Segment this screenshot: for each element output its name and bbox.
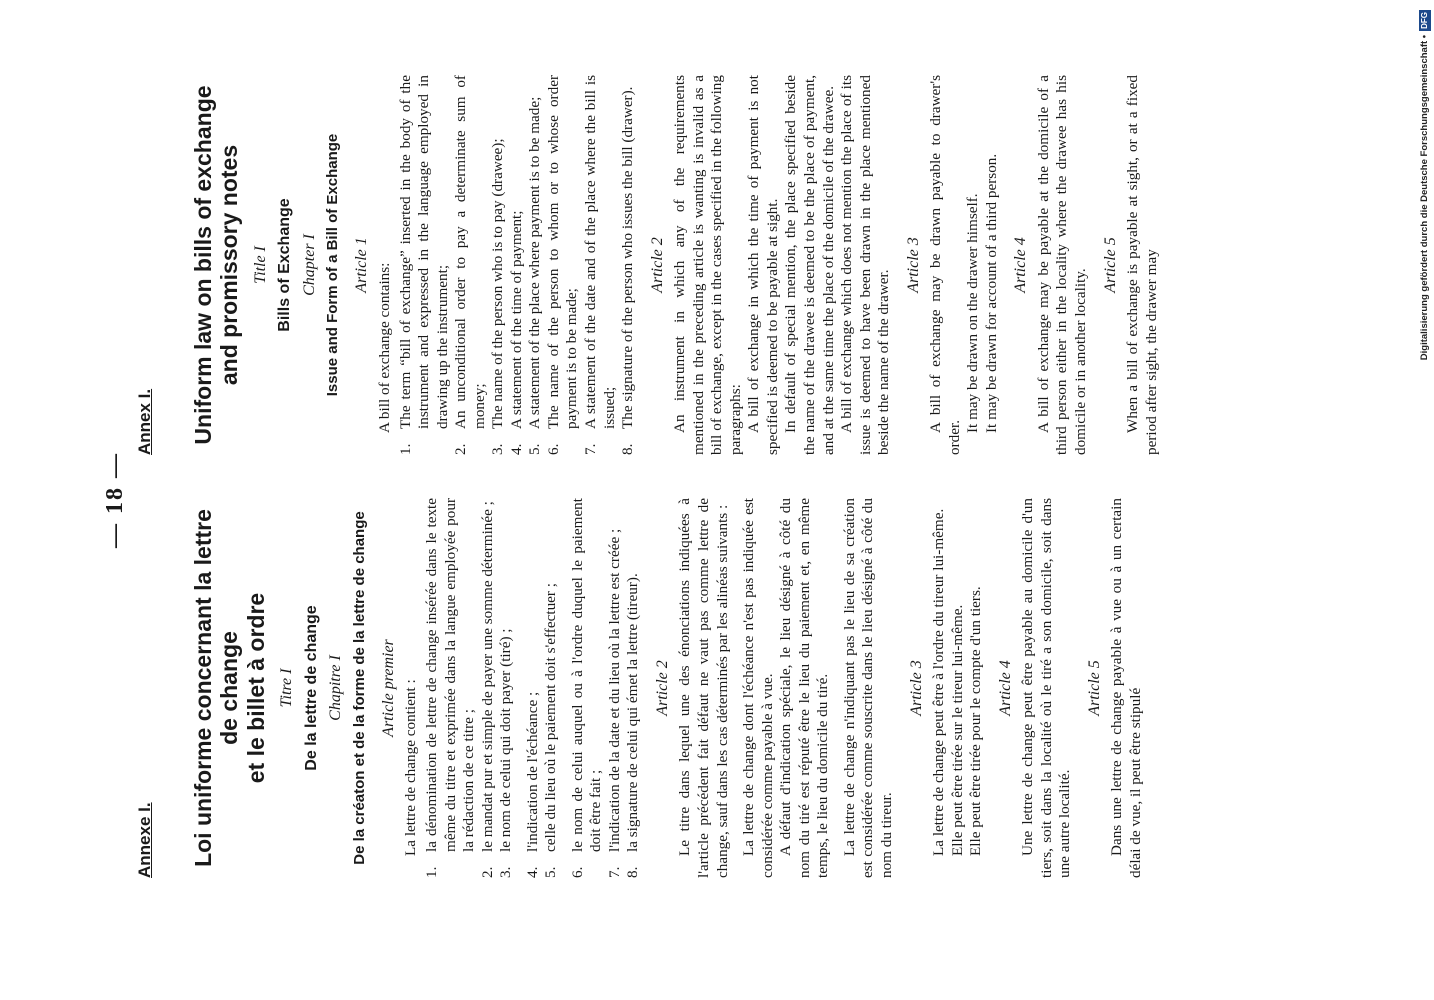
- title-line: et le billet à ordre: [242, 592, 269, 784]
- chapter-label: Chapitre I: [327, 655, 345, 721]
- article-heading: Article 2: [653, 660, 671, 716]
- list-item: 2. An unconditional order to pay a determinate sum of money;: [452, 75, 488, 455]
- page-number: — 18 —: [102, 452, 128, 548]
- paragraph: An instrument in which any of the requirements mentioned in the preceding article is wanting is invalid as a bill of exchange, except in the cases specified in the following paragraphs:: [671, 75, 744, 455]
- title-label: Title I: [251, 246, 269, 284]
- paragraph: Elle peut être tirée pour le compte d'un tiers.: [967, 586, 985, 856]
- paragraph: In default of special mention, the place specified beside the name of the drawee is deemed to be the place of payment, and at the same time the place of the domicile of the drawee.: [782, 75, 837, 455]
- digitization-credit: [1418, 10, 1432, 390]
- title-label: Titre I: [278, 668, 296, 708]
- article-heading: Article 4: [1012, 237, 1030, 293]
- list-item: 6. le nom de celui auquel ou à l'ordre duquel le paiement doit être fait ;: [568, 498, 605, 878]
- paragraph: A bill of exchange which does not mention the place of its issue is deemed to have been drawn in the place mentioned beside the name of the drawer.: [838, 75, 893, 455]
- article-heading: Article 5: [1085, 660, 1103, 716]
- paragraph: A bill of exchange may be drawn payable to drawer's order.: [927, 75, 963, 455]
- requirements-list: [423, 498, 643, 878]
- article-heading: Article 3: [904, 237, 922, 293]
- article-heading: Article 2: [648, 237, 666, 293]
- digitization-text: Digitalisierung gefördert durch die Deutsche Forschungsgemeinschaft •: [1419, 34, 1430, 361]
- paragraph: Elle peut être tirée sur le tireur lui-même.: [948, 604, 966, 856]
- article-heading: Article 5: [1101, 237, 1119, 293]
- document-title: [190, 498, 269, 878]
- list-item: 5. celle du lieu où le paiement doit s'effectuer ;: [542, 583, 560, 878]
- english-column: [135, 75, 1161, 455]
- list-item: 8. The signature of the person who issues the bill (drawer).: [619, 86, 637, 455]
- list-item: 7. l'indication de la date et du lieu où la lettre est créée ;: [605, 528, 623, 878]
- title-line: and promissory notes: [216, 144, 243, 386]
- paragraph: It may be drawn for account of a third person.: [982, 153, 1000, 433]
- paragraph: A défaut d'indication spéciale, le lieu désigné à côté du nom du tiré est réputé être le lieu du paiement et, en même temps, le lieu du domicile du tiré.: [777, 498, 832, 878]
- list-item: 4. l'indication de l'échéance ;: [523, 691, 541, 878]
- list-item: 5. A statement of the place where payment is to be made;: [526, 96, 544, 455]
- paragraph: It may be drawn on the drawer himself.: [964, 193, 982, 433]
- article-heading: Article 4: [996, 660, 1014, 716]
- title-line: Uniform law on bills of exchange: [189, 85, 216, 445]
- paragraph: Une lettre de change peut être payable au domicile d'un tiers, soit dans la localité où le tiré a son domicile, soit dans une autre localité.: [1019, 498, 1074, 878]
- article-heading: Article 3: [907, 660, 925, 716]
- chapter-name: De la créaton et de la forme de la lettre de change: [350, 511, 368, 865]
- document-title: [190, 75, 243, 455]
- annex-label: Annexe I.: [135, 802, 154, 878]
- paragraph: La lettre de change dont l'échéance n'est pas indiquée est considérée comme payable à vue.: [740, 498, 776, 878]
- chapter-name: Issue and Form of a Bill of Exchange: [324, 133, 342, 397]
- list-item: 3. The name of the person who is to pay (drawee);: [489, 138, 507, 455]
- paragraph: Le titre dans lequel une des énonciations indiquées à l'article précédent fait défaut ne vaut pas comme lettre de change, sauf dans les cas déterminés par les alinéas suivants :: [676, 498, 731, 878]
- list-item: 2. le mandat pur et simple de payer une somme déterminée ;: [478, 501, 496, 878]
- paragraph: La lettre de change peut être à l'ordre du tireur lui-même.: [930, 508, 948, 856]
- dfg-logo: DFG: [1420, 12, 1429, 29]
- list-item: 4. A statement of the time of payment;: [507, 210, 525, 455]
- article-heading: Article 1: [353, 237, 371, 293]
- paragraph: A bill of exchange in which the time of payment is not specified is deemed to be payable at sight.: [745, 75, 781, 455]
- french-column: [135, 498, 1145, 878]
- chapter-label: Chapter I: [300, 234, 318, 296]
- paragraph: Dans une lettre de change payable à vue ou à un certain délai de vue, il peut être stipulé: [1108, 498, 1144, 878]
- title-line: Loi uniforme concernant la lettre de change: [189, 509, 243, 867]
- list-item: 8. la signature de celui qui émet la lettre (tireur).: [624, 573, 642, 878]
- paragraph: A bill of exchange contains:: [375, 262, 393, 433]
- list-item: 7. A statement of the date and of the place where the bill is issued;: [581, 75, 618, 455]
- article-heading: Article premier: [379, 639, 397, 737]
- annex-label: Annex I.: [135, 388, 154, 455]
- title-name: Bills of Exchange: [276, 198, 294, 332]
- paragraph: La lettre de change contient :: [402, 679, 420, 856]
- title-name: De la lettre de change: [302, 605, 320, 771]
- list-item: 6. The name of the person to whom or to whose order payment is to be made;: [544, 75, 581, 455]
- list-item: 1. la dénomination de lettre de change insérée dans le texte même du titre et exprimée dans la langue employée pour la rédaction de ce titre ;: [422, 498, 478, 878]
- requirements-list: [397, 75, 638, 455]
- paragraph: A bill of exchange may be payable at the domicile of a third person either in the locality where the drawee has his domicile or in another locality.: [1034, 75, 1090, 455]
- list-item: 3. le nom de celui qui doit payer (tiré) ;: [497, 628, 515, 878]
- paragraph: La lettre de change n'indiquant pas le lieu de sa création est considérée comme souscrite dans le lieu désigné à côté du nom du tireur.: [840, 498, 895, 878]
- list-item: 1. The term “bill of exchange” inserted in the body of the instrument and expressed in the language employed in drawing up the instrument;: [396, 75, 451, 455]
- paragraph: When a bill of exchange is payable at sight, or at a fixed period after sight, the drawer may: [1124, 75, 1160, 455]
